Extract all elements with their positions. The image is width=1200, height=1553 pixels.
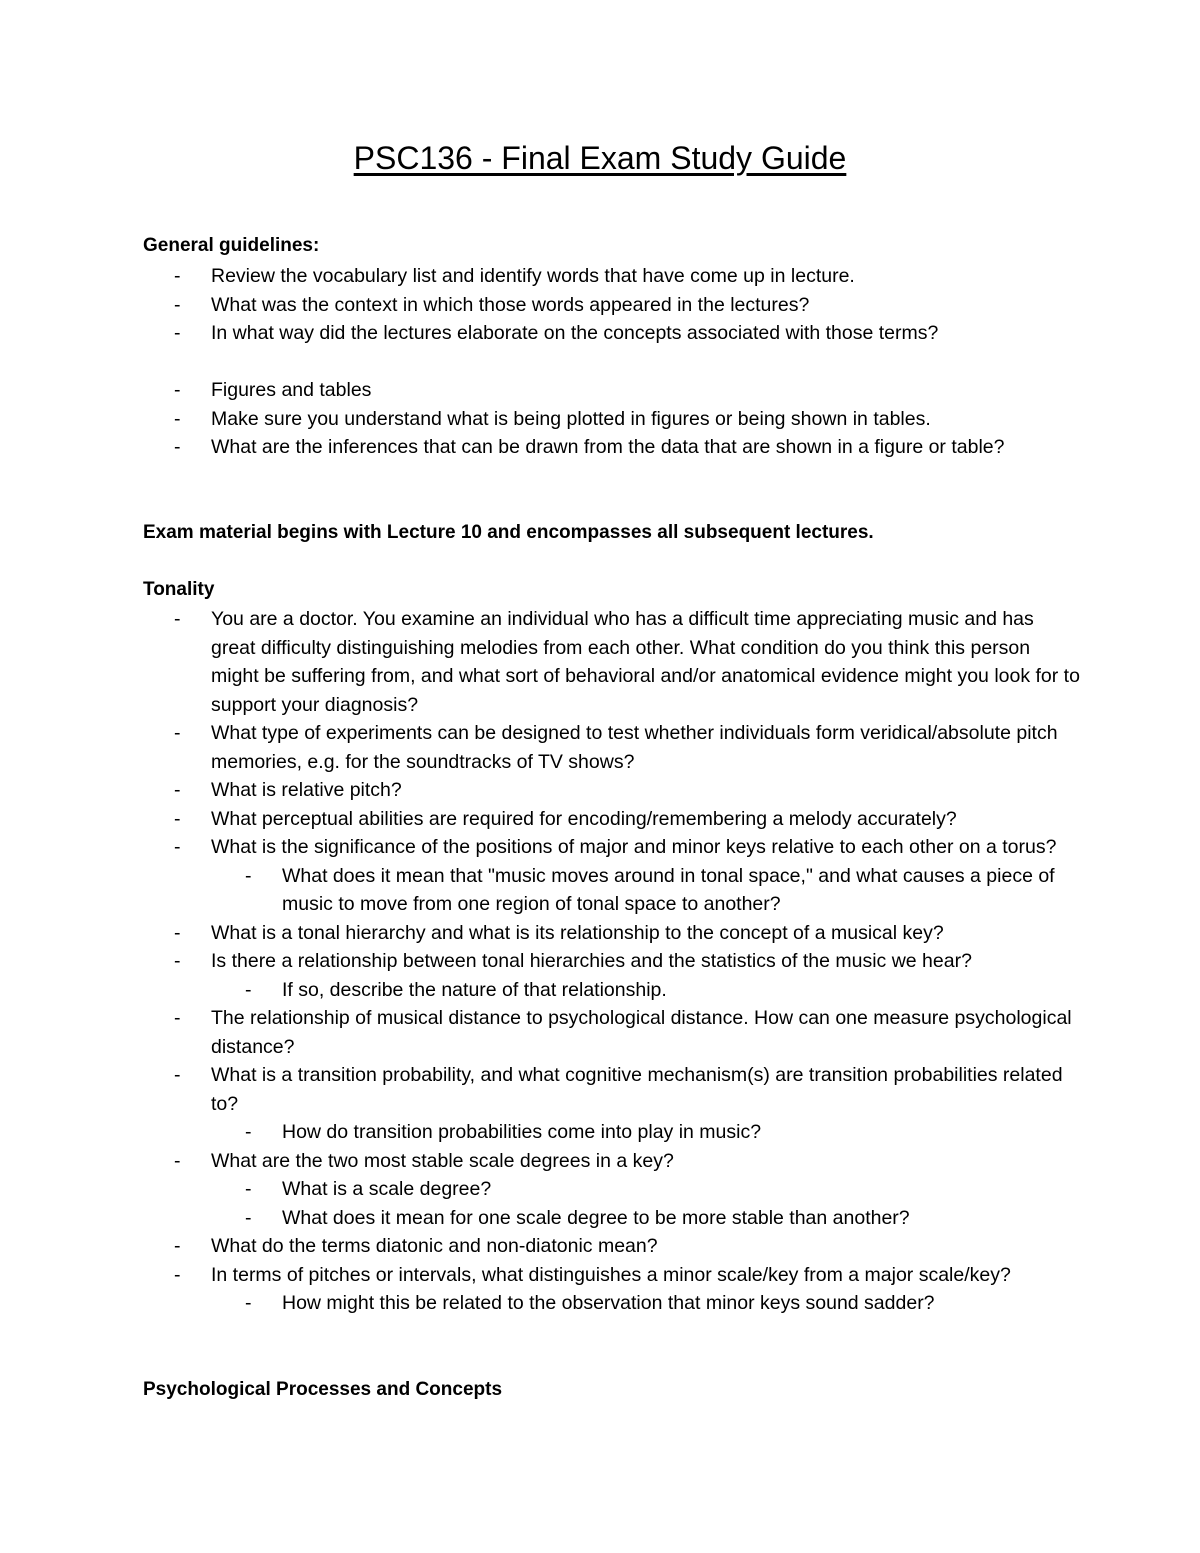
list-item: - What is the significance of the positions of major and minor keys relative to each other on a torus?	[174, 836, 1057, 858]
list-item: - What was the context in which those words appeared in the lectures?	[174, 293, 810, 316]
list-item: - In terms of pitches or intervals, what distinguishes a minor scale/key from a major scale/key?	[174, 1263, 1011, 1286]
list-item: - The relationship of musical distance to psychological distance. How can one measure psychological distance?	[174, 1007, 1072, 1058]
list-item: - What perceptual abilities are required for encoding/remembering a melody accurately?	[174, 807, 957, 830]
list-item: - What type of experiments can be designed to test whether individuals form veridical/absolute pitch memories, e.g. for the soundtracks of TV shows?	[174, 722, 1058, 773]
general-guidelines-heading: General guidelines:	[143, 235, 320, 256]
tonality-list	[0, 605, 1082, 1318]
list-item: - In what way did the lectures elaborate on the concepts associated with those terms?	[174, 322, 939, 344]
list-item: - Is there a relationship between tonal hierarchies and the statistics of the music we hear?	[174, 950, 972, 972]
tonality-heading: Tonality	[143, 579, 215, 600]
list-item: - You are a doctor. You examine an individual who has a difficult time appreciating music and has great difficulty distinguishing melodies from each other. What condition do you think this person might be suffering from, and what sort of behavioral and/or anatomical evidence might you look for to support your diagnosis?	[174, 608, 1080, 716]
list-item: - What is relative pitch?	[174, 779, 402, 801]
list-item: - What is a tonal hierarchy and what is its relationship to the concept of a musical key?	[174, 921, 944, 944]
list-item: - What are the two most stable scale degrees in a key?	[174, 1149, 674, 1172]
list-item: - Figures and tables	[174, 379, 372, 401]
sub-list-item: - What does it mean for one scale degree to be more stable than another?	[245, 1206, 910, 1229]
psychological-processes-heading: Psychological Processes and Concepts	[143, 1379, 503, 1400]
list-item: - Make sure you understand what is being plotted in figures or being shown in tables.	[174, 407, 931, 430]
sub-list-item: - What is a scale degree?	[245, 1178, 492, 1200]
sub-list-item: - How do transition probabilities come into play in music?	[245, 1121, 762, 1143]
exam-material-note: Exam material begins with Lecture 10 and encompasses all subsequent lectures.	[143, 522, 874, 543]
sub-list-item: - How might this be related to the observation that minor keys sound sadder?	[245, 1292, 935, 1314]
sub-list-item: - If so, describe the nature of that relationship.	[245, 978, 667, 1001]
general-guidelines-list-2	[0, 376, 1081, 462]
list-item: - What is a transition probability, and what cognitive mechanism(s) are transition probabilities related to?	[174, 1064, 1063, 1115]
list-item: - What do the terms diatonic and non-diatonic mean?	[174, 1235, 658, 1257]
list-item: - Review the vocabulary list and identify words that have come up in lecture.	[174, 265, 855, 287]
list-item: - What are the inferences that can be drawn from the data that are shown in a figure or table?	[174, 436, 1005, 458]
sub-list-item: - What does it mean that "music moves around in tonal space," and what causes a piece of music to move from one region of tonal space to another?	[245, 864, 1055, 915]
general-guidelines-list-1	[0, 262, 1081, 348]
page-title: PSC136 - Final Exam Study Guide	[353, 140, 847, 176]
